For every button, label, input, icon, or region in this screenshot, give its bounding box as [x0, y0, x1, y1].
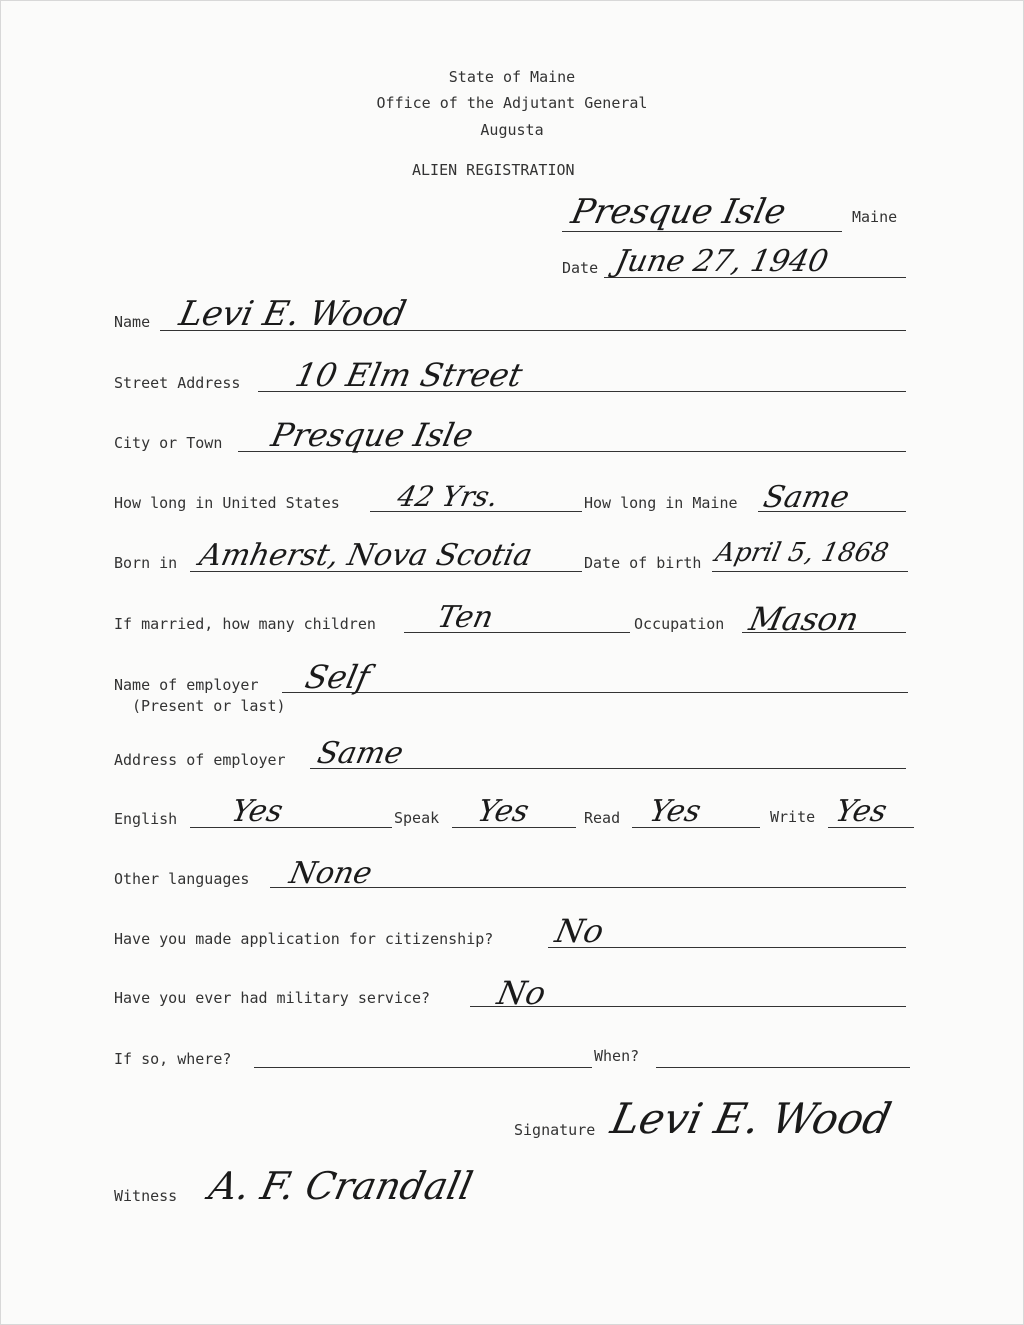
witness-value: A. F. Crandall	[205, 1164, 477, 1208]
where-label: If so, where?	[114, 1050, 232, 1068]
military-value: No	[493, 974, 550, 1012]
speak-value: Yes	[474, 794, 533, 829]
witness-label: Witness	[114, 1187, 178, 1205]
street-value: 10 Elm Street	[291, 356, 526, 394]
where-line	[254, 1067, 592, 1068]
other-languages-value: None	[286, 856, 376, 891]
occupation-label: Occupation	[634, 615, 725, 633]
form-title: ALIEN REGISTRATION	[412, 161, 575, 179]
citizenship-line	[548, 947, 906, 948]
born-in-label: Born in	[114, 554, 178, 572]
english-line	[190, 827, 392, 828]
date-of-birth-line	[712, 571, 908, 572]
city-label: City or Town	[114, 434, 223, 452]
when-label: When?	[594, 1047, 640, 1065]
name-value: Levi E. Wood	[175, 294, 410, 334]
citizenship-label: Have you made application for citizenship?	[114, 930, 494, 948]
write-value: Yes	[832, 794, 891, 829]
children-label: If married, how many children	[114, 615, 376, 633]
header-state: State of Maine	[448, 68, 576, 86]
born-in-value: Amherst, Nova Scotia	[196, 538, 536, 573]
city-value: Presque Isle	[267, 416, 477, 454]
write-label: Write	[770, 808, 816, 826]
military-label: Have you ever had military service?	[114, 989, 431, 1007]
other-languages-label: Other languages	[114, 870, 250, 888]
header-city: Augusta	[480, 121, 544, 139]
street-label: Street Address	[114, 374, 241, 392]
signature-value: Levi E. Wood	[606, 1094, 896, 1143]
date-label: Date	[562, 259, 599, 277]
how-long-maine-label: How long in Maine	[584, 494, 738, 512]
place-value: Presque Isle	[567, 192, 790, 232]
date-value: June 27, 1940	[612, 244, 832, 279]
speak-label: Speak	[394, 809, 440, 827]
when-line	[656, 1067, 910, 1068]
occupation-value: Mason	[745, 600, 863, 638]
employer-address-value: Same	[314, 736, 407, 771]
read-value: Yes	[646, 794, 705, 829]
name-label: Name	[114, 313, 151, 331]
signature-label: Signature	[514, 1121, 596, 1139]
citizenship-value: No	[551, 912, 608, 950]
date-of-birth-value: April 5, 1868	[712, 538, 892, 568]
employer-value: Self	[301, 658, 373, 696]
english-value: Yes	[228, 794, 287, 829]
children-value: Ten	[434, 600, 497, 635]
read-label: Read	[584, 809, 621, 827]
header-office: Office of the Adjutant General	[376, 94, 648, 112]
place-suffix: Maine	[852, 208, 898, 226]
how-long-maine-value: Same	[760, 480, 853, 515]
employer-sublabel: (Present or last)	[132, 697, 286, 715]
english-label: English	[114, 810, 178, 828]
employer-label: Name of employer	[114, 676, 259, 694]
employer-line	[282, 692, 908, 693]
how-long-us-value: 42 Yrs.	[394, 480, 502, 513]
date-of-birth-label: Date of birth	[584, 554, 702, 572]
employer-address-label: Address of employer	[114, 751, 286, 769]
how-long-us-label: How long in United States	[114, 494, 340, 512]
